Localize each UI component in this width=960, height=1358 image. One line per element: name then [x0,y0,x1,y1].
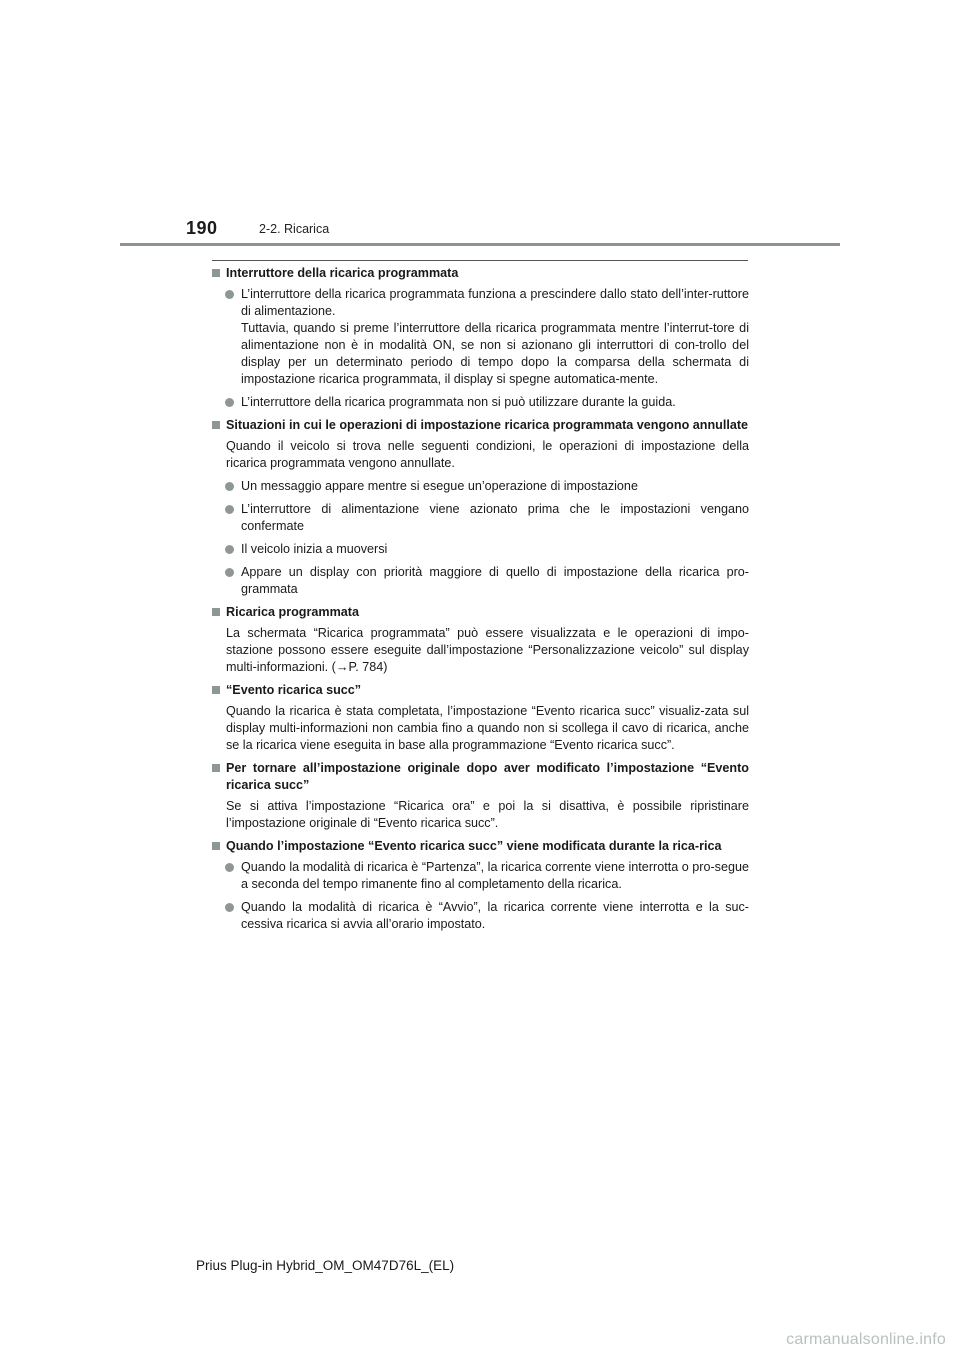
square-bullet-icon [212,421,220,429]
section-block [211,604,749,676]
bullet-text [226,899,749,933]
section-heading [211,838,749,855]
section-block [211,265,749,411]
section-title: 2-2. Ricarica [259,222,330,236]
section-block [211,838,749,933]
section-heading [211,265,749,282]
round-bullet-icon [225,505,234,514]
bullet-text [226,478,749,495]
bullet-item [211,564,749,598]
section-heading [211,682,749,699]
bullet-paragraph: Quando la modalità di ricarica è “Partenza”, la ricarica corrente viene interrotta o pro-segue a seconda del tempo rimanente fino al completamento della ricarica. [241,860,749,891]
section-heading [211,760,749,794]
bullet-paragraph: Appare un display con priorità maggiore di quello di impostazione della ricarica pro-grammata [241,565,749,596]
bullet-paragraph: Tuttavia, quando si preme l’interruttore della ricarica programmata mentre l’interrut-tore di alimentazione non è in modalità ON, se non si azionano gli interruttori di con-trollo del display per un determinato periodo di tempo dopo la comparsa della schermata di impostazione ricarica programmata, il display si spegne automatica-mente. [241,321,749,386]
round-bullet-icon [225,398,234,407]
bullet-text [226,859,749,893]
section-heading-text: Interruttore della ricarica programmata [226,266,459,280]
bullet-paragraph: Quando la modalità di ricarica è “Avvio”, la ricarica corrente viene interrotta e la suc-cessiva ricarica si avvia all’orario impostato. [241,900,749,931]
square-bullet-icon [212,842,220,850]
footer-doc-code: Prius Plug-in Hybrid_OM_OM47D76L_(EL) [196,1258,455,1273]
square-bullet-icon [212,608,220,616]
bullet-item [211,541,749,558]
section-paragraph: Quando il veicolo si trova nelle seguenti condizioni, le operazioni di impostazione della ricarica programmata vengono annullate. [226,439,749,470]
section-heading [211,417,749,434]
bullet-paragraph: L’interruttore della ricarica programmata funziona a prescindere dallo stato dell’inter-ruttore di alimentazione. [241,287,749,318]
section-paragraph: Quando la ricarica è stata completata, l’impostazione “Evento ricarica succ” visualiz-zata sul display multi-informazioni non cambia fino a quando non si scollega il cavo di ricarica, anche se la ricarica viene eseguita in base alla programmazione “Evento ricarica succ”. [226,704,749,752]
square-bullet-icon [212,686,220,694]
bullet-paragraph: L’interruttore di alimentazione viene azionato prima che le impostazioni vengano confermate [241,502,749,533]
square-bullet-icon [212,269,220,277]
bullet-text [226,501,749,535]
bullet-item [211,859,749,893]
content-body [211,265,749,939]
bullet-text [226,394,749,411]
bullet-text [226,286,749,388]
bullet-paragraph: Il veicolo inizia a muoversi [241,542,388,556]
section-heading-text: Ricarica programmata [226,605,359,619]
square-bullet-icon [212,764,220,772]
section-paragraph: La schermata “Ricarica programmata” può essere visualizzata e le operazioni di impo-stazione possono essere eseguite dall’impostazione “Personalizzazione veicolo” sul display multi-informazioni. (→P. 784) [226,626,749,674]
bullet-item [211,286,749,388]
bullet-paragraph: Un messaggio appare mentre si esegue un’operazione di impostazione [241,479,638,493]
watermark: carmanualsonline.info [786,1331,946,1348]
bullet-text [226,541,749,558]
bullet-item [211,899,749,933]
bullet-text [226,564,749,598]
round-bullet-icon [225,290,234,299]
section-block [211,760,749,832]
round-bullet-icon [225,863,234,872]
section-heading-text: Per tornare all’impostazione originale dopo aver modificato l’impostazione “Evento ricarica succ” [226,761,749,792]
section-block [211,417,749,598]
section-heading-text: “Evento ricarica succ” [226,683,362,697]
bullet-item [211,394,749,411]
round-bullet-icon [225,545,234,554]
bullet-paragraph: L’interruttore della ricarica programmata non si può utilizzare durante la guida. [241,395,676,409]
round-bullet-icon [225,903,234,912]
round-bullet-icon [225,568,234,577]
section-heading-text: Situazioni in cui le operazioni di impostazione ricarica programmata vengono annullate [226,418,749,432]
section-heading-text: Quando l’impostazione “Evento ricarica succ” viene modificata durante la rica-rica [226,839,722,853]
section-paragraph: Se si attiva l’impostazione “Ricarica ora” e poi la si disattiva, è possibile ripristinare l’impostazione originale di “Evento ricarica succ”. [226,799,749,830]
bullet-item [211,478,749,495]
page-number: 190 [186,218,218,238]
round-bullet-icon [225,482,234,491]
section-block [211,682,749,754]
bullet-item [211,501,749,535]
section-heading [211,604,749,621]
header-rule [120,243,840,246]
content-rule [212,260,748,261]
